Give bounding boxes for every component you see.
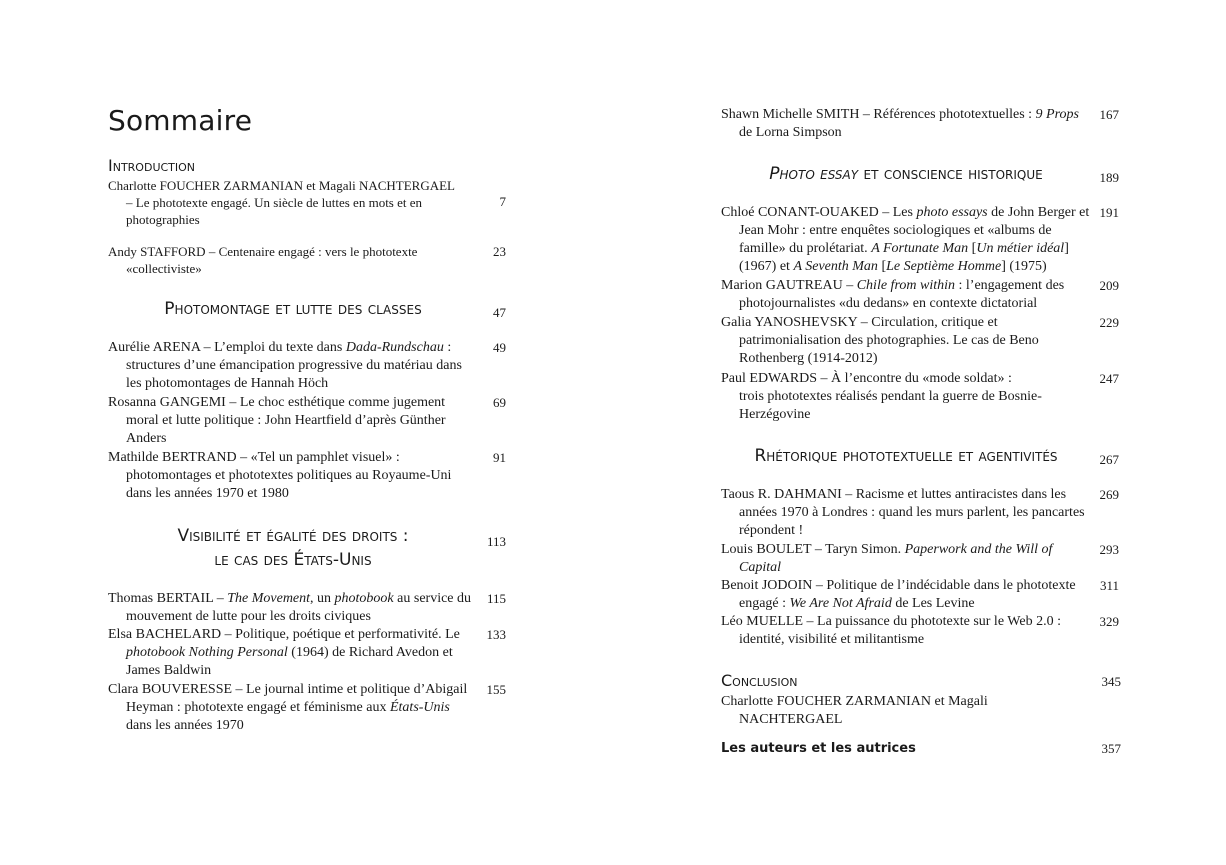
entry-text: Léo MUELLE – La puissance du phototexte sur le Web 2.0 :	[721, 614, 1061, 629]
page-number: 269	[1099, 487, 1119, 502]
page-number: 133	[486, 627, 506, 642]
entry-text: Mathilde BERTRAND – «Tel un pamphlet visuel» : photomontages et phototextes politiques au Royaume-Uni dans les années 1970 et 1980	[108, 450, 452, 501]
toc-entry[interactable]	[721, 693, 1119, 729]
entry-text-part: Aurélie ARENA – L’emploi du texte dans	[108, 340, 346, 355]
page-number: 91	[493, 450, 506, 465]
entry-text-italic: Dada-Rundschau	[345, 340, 444, 355]
entry-text-part: , un	[310, 591, 335, 606]
entry-text-part: de Les Levine	[891, 596, 975, 611]
toc-entry[interactable]	[721, 613, 1119, 649]
page-number: 113	[486, 534, 506, 549]
page-number: 115	[486, 591, 506, 606]
toc-entry[interactable]	[108, 681, 506, 735]
entry-text-part: Shawn Michelle SMITH – Références phototextuelles :	[721, 107, 1036, 122]
toc-entry[interactable]	[108, 590, 506, 626]
page-number: 311	[1099, 578, 1119, 593]
entry-text	[108, 681, 478, 735]
entry-text-italic: photobook Nothing Personal	[126, 645, 288, 660]
toc-entry[interactable]	[108, 626, 506, 680]
page-number: 23	[493, 244, 506, 259]
authors-heading[interactable]: Les auteurs et les autrices	[721, 741, 916, 756]
section-heading	[108, 297, 506, 321]
entry-text-part: Benoit JODOIN – Politique de l’indécidable dans le phototexte engagé :	[721, 578, 1076, 611]
toc-entry[interactable]	[721, 204, 1119, 276]
conclusion-heading: Conclusion	[721, 671, 798, 690]
entry-text	[721, 106, 1091, 142]
entry-text	[721, 277, 1091, 313]
section-title-line2: le cas des États-Unis	[214, 550, 372, 570]
page-number: 293	[1099, 542, 1119, 557]
toc-entry[interactable]	[108, 339, 506, 393]
section-heading	[108, 524, 506, 572]
toc-entry[interactable]	[108, 177, 506, 228]
page-number: 155	[486, 682, 506, 697]
toc-entry[interactable]	[721, 541, 1119, 577]
entry-text-part: [	[968, 241, 977, 256]
toc-entry[interactable]	[721, 314, 1119, 368]
page-number: 329	[1099, 614, 1119, 629]
section-title-line1: Visibilité et égalité des droits :	[177, 526, 409, 546]
toc-entry[interactable]	[721, 577, 1119, 613]
page-number: 167	[1099, 107, 1119, 122]
entry-text-part: Louis BOULET – Taryn Simon.	[721, 542, 905, 557]
entry-text-italic: Le Septième Homme	[886, 259, 1002, 274]
page-number: 229	[1099, 315, 1119, 330]
entry-text	[108, 590, 478, 626]
entry-text: Andy STAFFORD – Centenaire engagé : vers le phototexte «collectiviste»	[108, 244, 418, 276]
entry-text-italic: États-Unis	[389, 700, 450, 715]
entry-text	[721, 541, 1091, 577]
section-title-part: et conscience historique	[858, 164, 1043, 184]
page-number: 69	[493, 395, 506, 410]
entry-text-part: Thomas BERTAIL –	[108, 591, 228, 606]
entry-text-part: ] (1975)	[1001, 259, 1047, 274]
entry-text: trois phototextes réalisés pendant la guerre de Bosnie-Herzégovine	[739, 389, 1042, 422]
page-title: Sommaire	[108, 104, 253, 137]
entry-text-part: de John Berger et Jean Mohr : entre enquêtes sociologiques et «albums de famille» du prolétariat.	[739, 205, 1090, 256]
entry-text-part: [	[877, 259, 887, 274]
entry-text-italic: 9 Props	[1035, 107, 1079, 122]
toc-entry[interactable]	[108, 243, 506, 277]
page-number: 345	[1101, 674, 1121, 689]
entry-text-part: dans les années 1970	[126, 718, 244, 733]
entry-text: identité, visibilité et militantisme	[739, 632, 925, 647]
entry-text: Charlotte FOUCHER ZARMANIAN et Magali NACHTERGAEL	[721, 694, 988, 727]
entry-text	[721, 204, 1091, 276]
entry-text: Taous R. DAHMANI – Racisme et luttes antiracistes dans les années 1970 à Londres : quand les murs parlent, les pancartes répondent !	[721, 487, 1085, 538]
left-page	[108, 0, 508, 865]
section-heading	[721, 444, 1119, 468]
entry-text-part: Chloé CONANT-OUAKED – Les	[721, 205, 917, 220]
entry-text-italic: We Are Not Afraid	[789, 596, 892, 611]
page-number: 247	[1099, 371, 1119, 386]
entry-text-italic: Chile from within	[856, 278, 955, 293]
entry-text-italic: Paperwork and the Will of Capital	[739, 542, 1053, 575]
toc-entry[interactable]	[108, 449, 506, 503]
toc-entry[interactable]	[108, 394, 506, 448]
section-title: Photomontage et lutte des classes	[164, 299, 422, 319]
entry-text-italic: A Seventh Man	[793, 259, 878, 274]
entry-text-italic: photobook	[334, 591, 394, 606]
page-number: 7	[499, 194, 506, 209]
entry-text: Galia YANOSHEVSKY – Circulation, critique et patrimonialisation des photographies. Le cas de Beno Rothenberg (1914-2012)	[721, 315, 1039, 366]
page-number: 189	[1099, 170, 1119, 185]
entry-text-part: Elsa BACHELARD – Politique, poétique et performativité. Le	[108, 627, 460, 642]
entry-text-italic: A Fortunate Man	[871, 241, 969, 256]
entry-text: Rosanna GANGEMI – Le choc esthétique comme jugement moral et lutte politique : John Heartfield d’après Günther Anders	[108, 395, 446, 446]
entry-text-part: ] (1967) et	[739, 241, 1069, 274]
entry-text-part: de Lorna Simpson	[739, 125, 842, 140]
intro-heading: Introduction	[108, 156, 196, 175]
entry-text: Paul EDWARDS – À l’encontre du «mode soldat» :	[721, 371, 1012, 386]
entry-text-part: : l’engagement des photojournalistes «du dedans» en contexte dictatorial	[739, 278, 1065, 311]
entry-text-part: au service du mouvement de lutte pour les droits civiques	[126, 591, 472, 624]
page-number: 357	[1101, 741, 1121, 756]
entry-text	[108, 339, 478, 393]
toc-entry[interactable]	[721, 370, 1119, 424]
entry-text	[108, 626, 478, 680]
toc-entry[interactable]	[721, 486, 1119, 540]
toc-entry[interactable]	[721, 277, 1119, 313]
page-number: 49	[493, 340, 506, 355]
entry-text-part: (1964) de Richard Avedon et James Baldwin	[126, 645, 453, 678]
entry-text-part: Clara BOUVERESSE – Le journal intime et politique d’Abigail Heyman : phototexte engagé et féminisme aux	[108, 682, 468, 715]
toc-entry[interactable]	[721, 106, 1119, 142]
entry-text-part: Marion GAUTREAU –	[721, 278, 857, 293]
right-page	[721, 0, 1121, 865]
entry-text-italic: The Movement	[227, 591, 311, 606]
page-number: 47	[493, 305, 506, 320]
entry-text: – Le phototexte engagé. Un siècle de luttes en mots et en photographies	[126, 195, 423, 227]
section-title-italic: Photo essay	[769, 164, 859, 184]
entry-text-italic: photo essays	[916, 205, 988, 220]
section-heading	[721, 162, 1119, 186]
entry-text-part: : structures d’une émancipation progressive du matériau dans les photomontages de Hannah Höch	[126, 340, 462, 391]
page-number: 191	[1099, 205, 1119, 220]
entry-text	[721, 577, 1084, 613]
entry-text: Charlotte FOUCHER ZARMANIAN et Magali NACHTERGAEL	[108, 178, 455, 193]
page-number: 267	[1099, 452, 1119, 467]
entry-text-italic: Un métier idéal	[976, 241, 1065, 256]
section-title	[721, 162, 1091, 186]
section-title: Rhétorique phototextuelle et agentivités	[754, 446, 1058, 466]
page-number: 209	[1099, 278, 1119, 293]
